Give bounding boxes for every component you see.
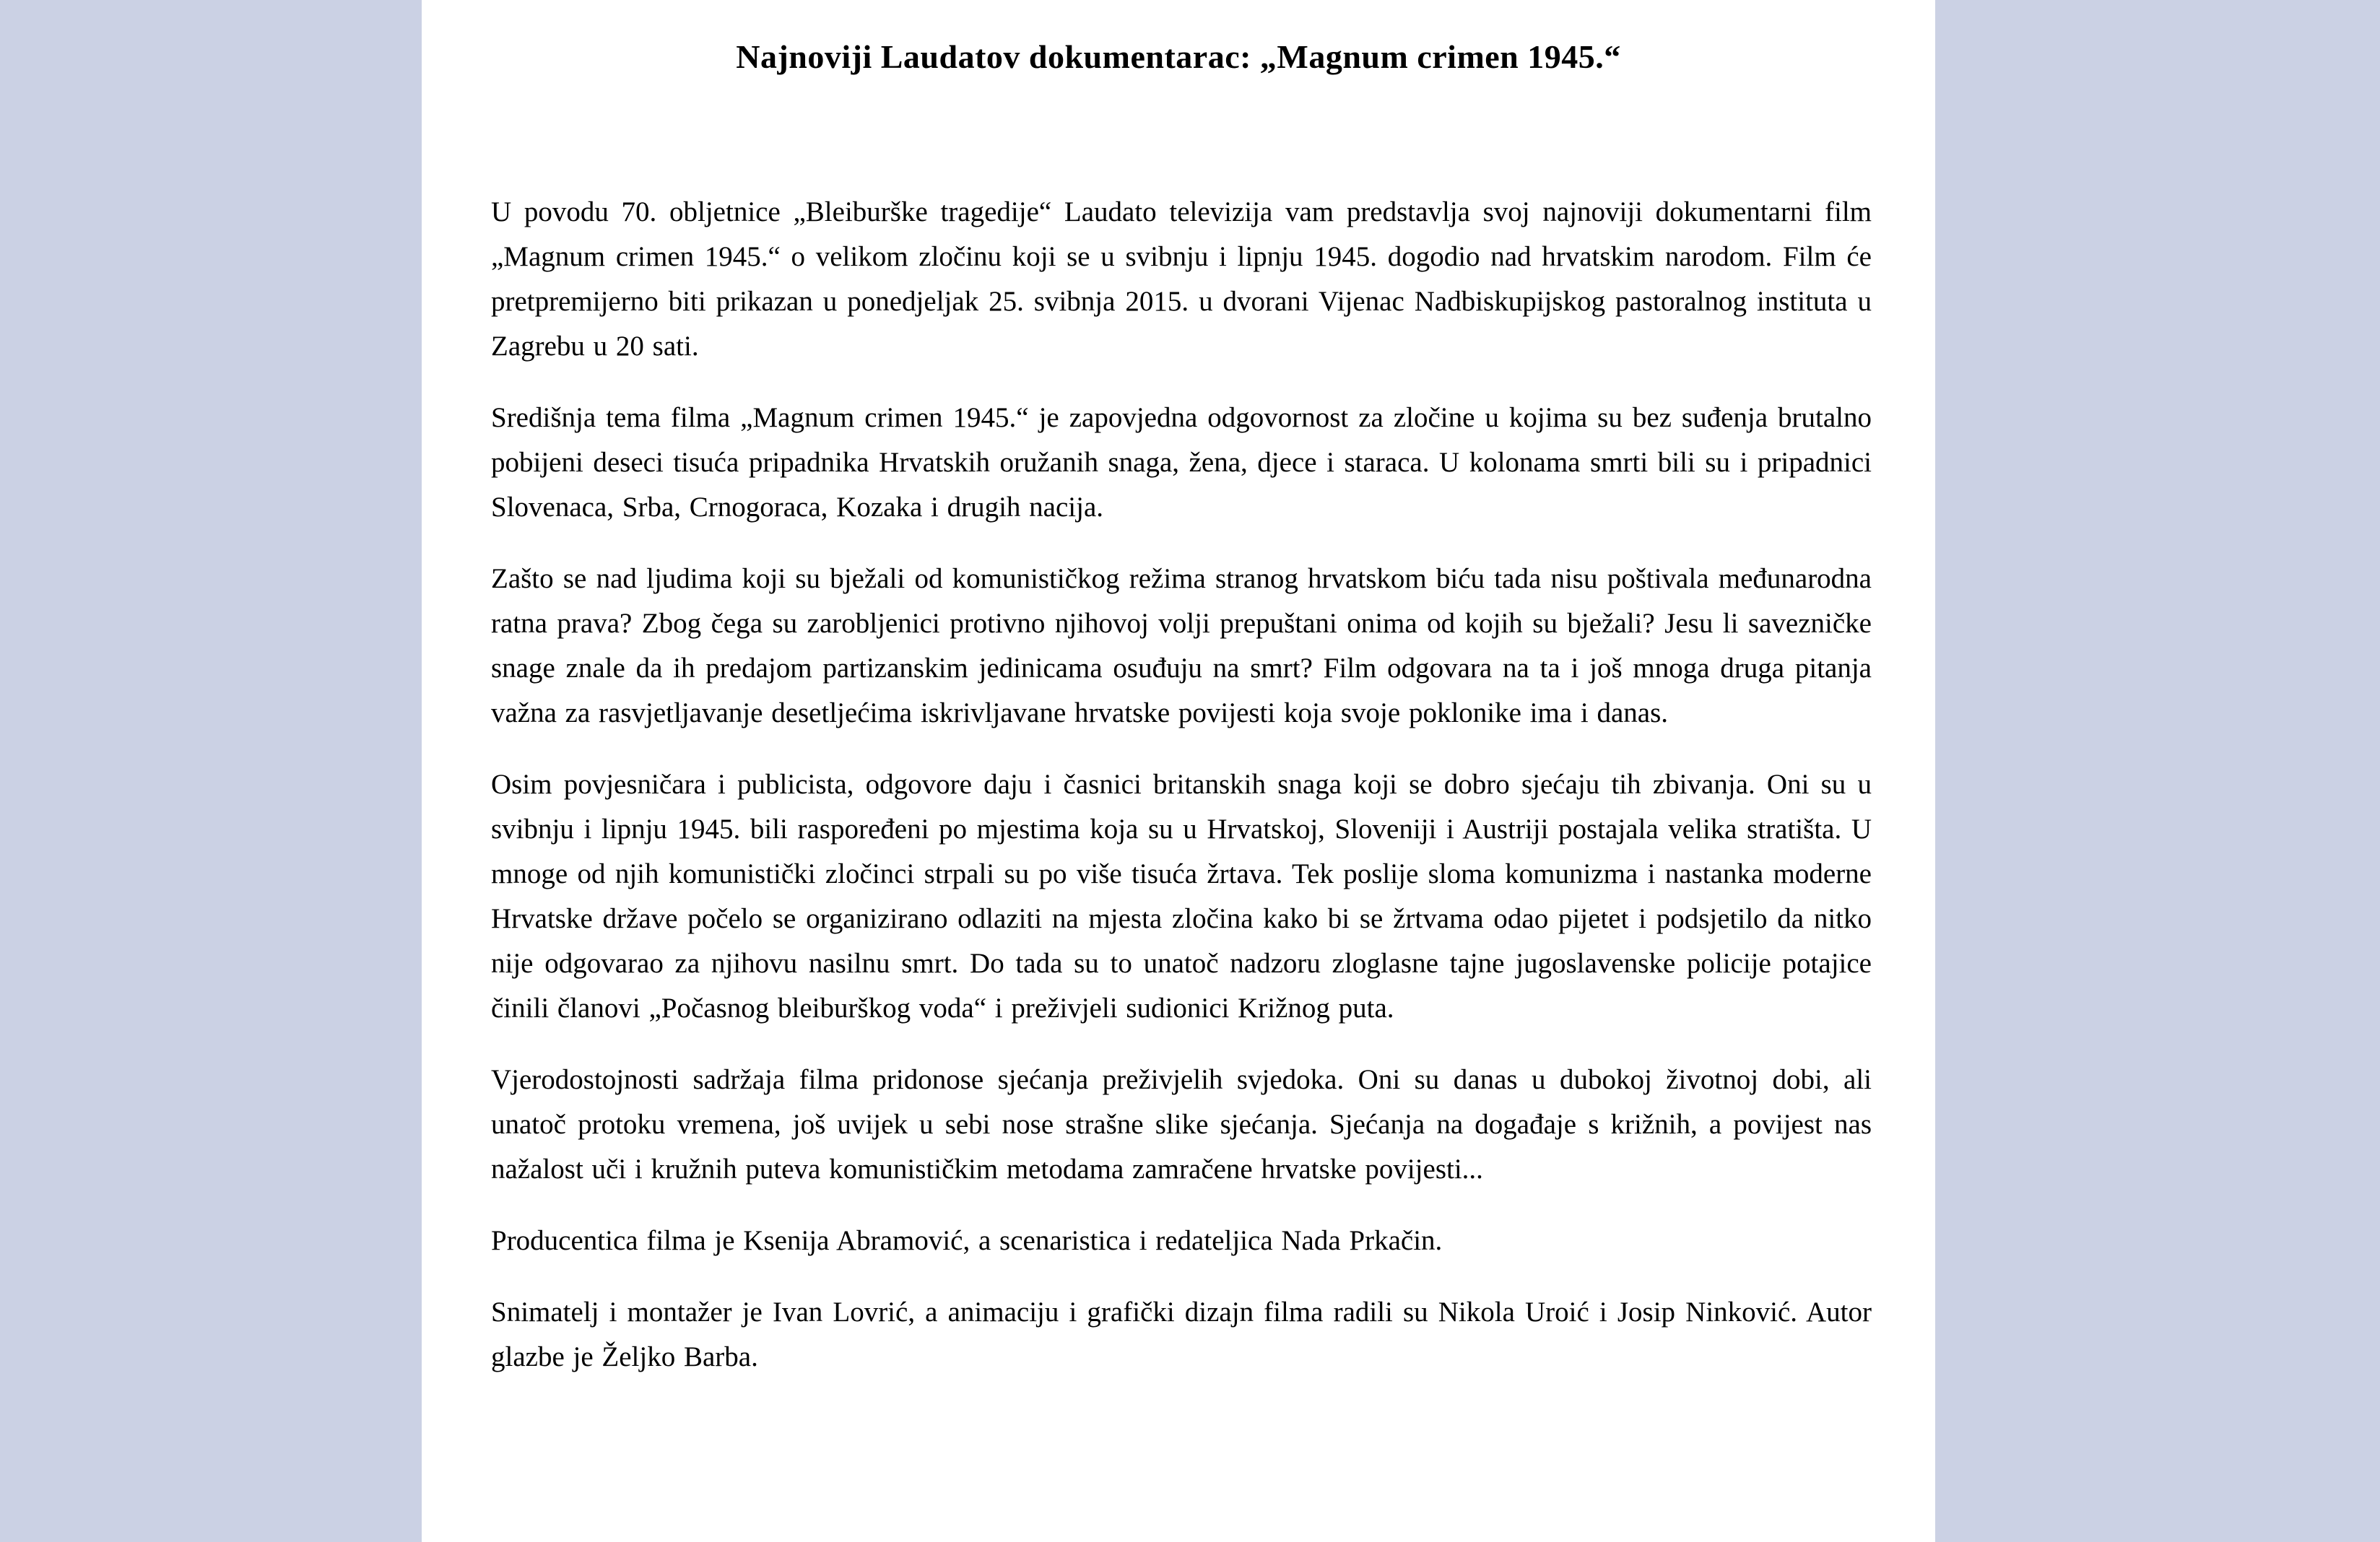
document-title: Najnoviji Laudatov dokumentarac: „Magnum crimen 1945.“ [736,38,1621,75]
paragraph: Vjerodostojnosti sadržaja filma pridonose sjećanja preživjelih svjedoka. Oni su danas u dubokoj životnoj dobi, ali unatoč protoku vremena, još uvijek u sebi nose strašne slike sjećanja. Sjećanja na događaje s križnih, a povijest nas nažalost uči i kružnih puteva komunističkim metodama zamračene hrvatske povijesti... [491,1064,1872,1185]
paragraph: Osim povjesničara i publicista, odgovore daju i časnici britanskih snaga koji se dobro sjećaju tih zbivanja. Oni su u svibnju i lipnju 1945. bili raspoređeni po mjestima koja su u Hrvatskoj, Sloveniji i Austriji postajala velika stratišta. U mnoge od njih komunistički zločinci strpali su po više tisuća žrtava. Tek poslije sloma komunizma i nastanka moderne Hrvatske države počelo se organizirano odlaziti na mjesta zločina kako bi se žrtvama odao pijetet i podsjetilo da nitko nije odgovarao za njihovu nasilnu smrt. Do tada su to unatoč nadzoru zloglasne tajne jugoslavenske policije potajice činili članovi „Počasnog bleiburškog voda“ i preživjeli sudionici Križnog puta. [491,769,1872,1024]
paragraph: Producentica filma je Ksenija Abramović, a scenaristica i redateljica Nada Prkačin. [491,1225,1443,1256]
paragraph: Snimatelj i montažer je Ivan Lovrić, a animaciju i grafički dizajn filma radili su Nikola Uroić i Josip Ninković. Autor glazbe je Željko Barba. [491,1297,1872,1372]
paragraph: Zašto se nad ljudima koji su bježali od komunističkog režima stranog hrvatskom biću tada nisu poštivala međunarodna ratna prava? Zbog čega su zarobljenici protivno njihovoj volji prepuštani onima od kojih su bježali? Jesu li savezničke snage znale da ih predajom partizanskim jedinicama osuđuju na smrt? Film odgovara na ta i još mnoga druga pitanja važna za rasvjetljavanje desetljećima iskrivljavane hrvatske povijesti koja svoje poklonike ima i danas. [491,563,1872,728]
article-body [422,190,1935,1380]
document-page [422,0,1935,1542]
paragraph: U povodu 70. obljetnice „Bleiburške tragedije“ Laudato televizija vam predstavlja svoj najnoviji dokumentarni film „Magnum crimen 1945.“ o velikom zločinu koji se u svibnju i lipnju 1945. dogodio nad hrvatskim narodom. Film će pretpremijerno biti prikazan u ponedjeljak 25. svibnja 2015. u dvorani Vijenac Nadbiskupijskog pastoralnog instituta u Zagrebu u 20 sati. [491,196,1872,362]
paragraph: Središnja tema filma „Magnum crimen 1945.“ je zapovjedna odgovornost za zločine u kojima su bez suđenja brutalno pobijeni deseci tisuća pripadnika Hrvatskih oružanih snaga, žena, djece i staraca. U kolonama smrti bili su i pripadnici Slovenaca, Srba, Crnogoraca, Kozaka i drugih nacija. [491,402,1872,523]
